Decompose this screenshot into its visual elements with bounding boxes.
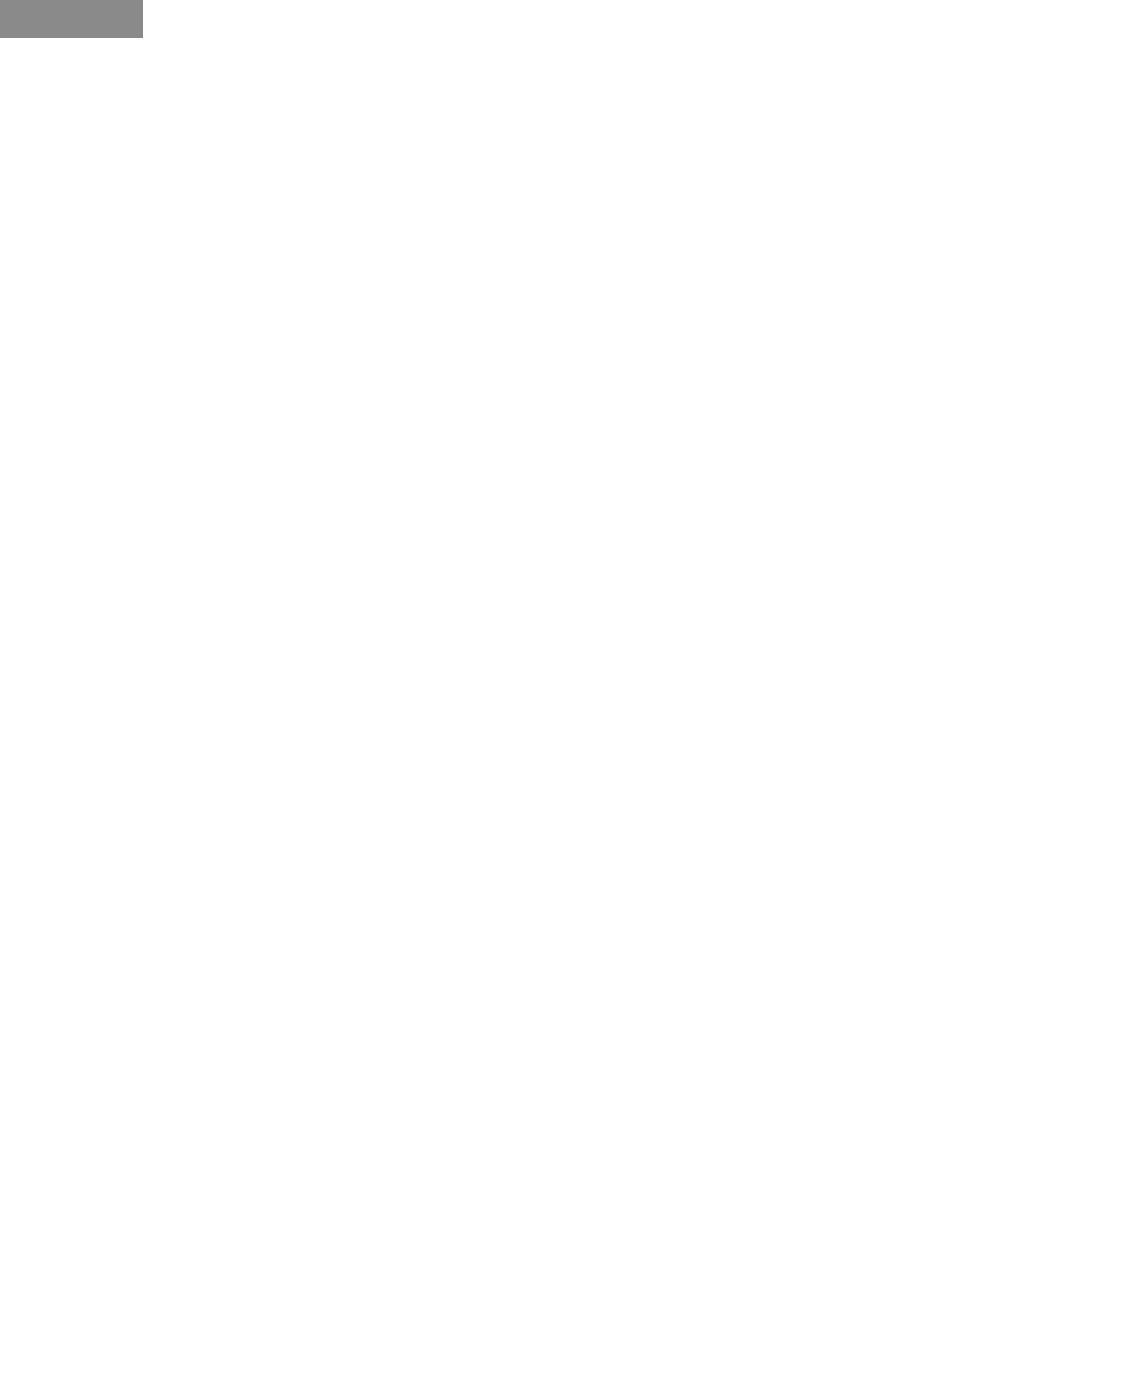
cohort-characteristics-table	[0, 0, 1145, 38]
table-header	[0, 0, 1145, 38]
subgroup-header	[0, 0, 143, 38]
